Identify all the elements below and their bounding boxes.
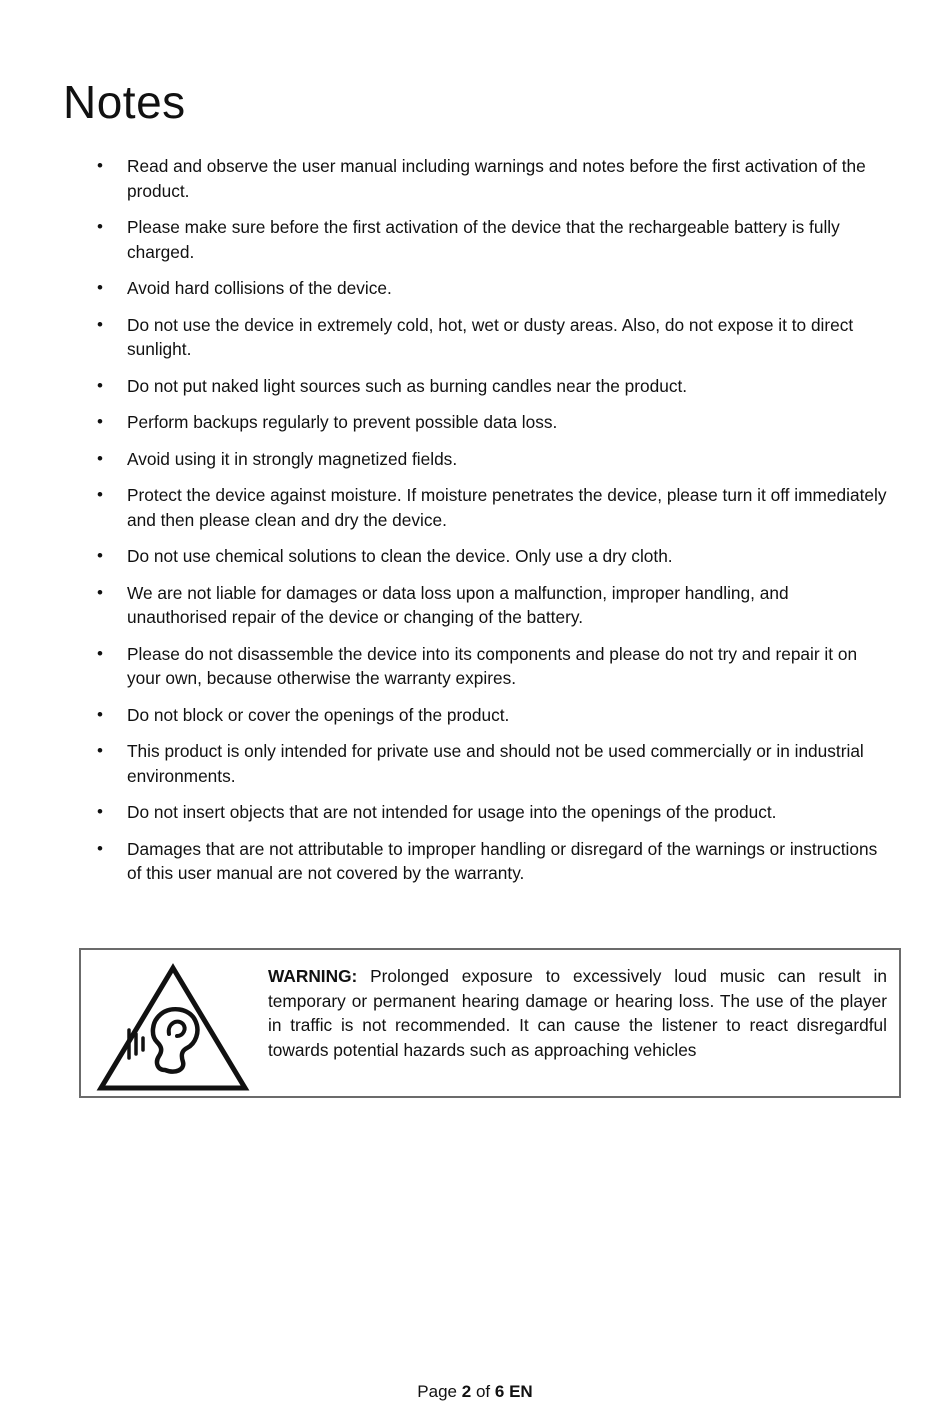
- note-text: Do not put naked light sources such as burning candles near the product.: [127, 375, 688, 396]
- list-item: [97, 313, 889, 362]
- list-item: [97, 642, 889, 691]
- list-item: [97, 410, 889, 435]
- bullet: •: [97, 314, 103, 334]
- note-text: Protect the device against moisture. If moisture penetrates the device, please turn it off immediately and then please clean and dry the device.: [127, 485, 887, 530]
- bullet: •: [97, 412, 103, 431]
- note-text: Avoid hard collisions of the device.: [127, 278, 392, 298]
- note-text: Read and observe the user manual including warnings and notes before the first activation of the product.: [127, 156, 866, 201]
- note-text: Do not use the device in extremely cold, hot, wet or dusty areas. Also, do not expose it to direct sunlight.: [127, 314, 854, 359]
- bullet: •: [97, 802, 103, 821]
- note-text: Do not use chemical solutions to clean the device. Only use a dry cloth.: [127, 546, 673, 566]
- list-item: [97, 703, 889, 728]
- note-text: Damages that are not attributable to improper handling or disregard of the warnings or instructions of this user manual are not covered by the warranty.: [127, 838, 878, 883]
- note-text: Avoid using it in strongly magnetized fields.: [127, 448, 458, 469]
- note-text: Please do not disassemble the device into its components and please do not try and repair it on your own, because otherwise the warranty expires.: [127, 643, 858, 688]
- bullet: •: [97, 643, 103, 663]
- list-item: [97, 154, 889, 203]
- page-prefix: Page: [417, 1382, 457, 1401]
- warning-box: [79, 948, 901, 1098]
- bullet: •: [97, 375, 103, 395]
- page-footer: [0, 1381, 950, 1403]
- bullet: •: [97, 582, 103, 602]
- note-text: Do not block or cover the openings of the product.: [127, 704, 510, 725]
- page-total: 6: [494, 1382, 505, 1401]
- bullet: •: [97, 838, 103, 858]
- note-text: Do not insert objects that are not intended for usage into the openings of the product.: [127, 802, 777, 822]
- bullet: •: [97, 546, 103, 565]
- list-item: [97, 447, 889, 472]
- list-item: [97, 215, 889, 264]
- bullet: •: [97, 741, 103, 760]
- list-item: [97, 581, 889, 630]
- note-text: We are not liable for damages or data loss upon a malfunction, improper handling, and unauthorised repair of the device or changing of the battery.: [127, 582, 789, 627]
- bullet: •: [97, 217, 103, 236]
- page-title: Notes: [63, 76, 186, 128]
- list-item: [97, 276, 889, 301]
- list-item: [97, 837, 889, 886]
- notes-list: [97, 154, 889, 898]
- note-text: Perform backups regularly to prevent possible data loss.: [127, 412, 558, 432]
- warning-body: Prolonged exposure to excessively loud music can result in temporary or permanent hearing damage or hearing loss. The use of the player in traffic is not recommended. It can cause the listener to react disregardful towards potential hazards such as approaching vehicles: [268, 966, 887, 1060]
- list-item: [97, 483, 889, 532]
- bullet: •: [97, 448, 103, 468]
- note-text: Please make sure before the first activation of the device that the rechargeable battery is fully charged.: [127, 217, 840, 262]
- list-item: [97, 739, 889, 788]
- list-item: [97, 374, 889, 399]
- list-item: [97, 800, 889, 825]
- page-current: 2: [461, 1382, 472, 1401]
- note-text: This product is only intended for private use and should not be used commercially or in industrial environments.: [127, 741, 864, 786]
- list-item: [97, 544, 889, 569]
- bullet: •: [97, 156, 103, 175]
- page-lang: EN: [509, 1382, 533, 1401]
- warning-text: [268, 964, 887, 1062]
- hearing-warning-icon: [95, 962, 251, 1094]
- page-of: of: [475, 1382, 491, 1401]
- bullet: •: [97, 278, 103, 297]
- bullet: •: [97, 704, 103, 724]
- bullet: •: [97, 485, 103, 504]
- warning-label: WARNING:: [268, 966, 358, 986]
